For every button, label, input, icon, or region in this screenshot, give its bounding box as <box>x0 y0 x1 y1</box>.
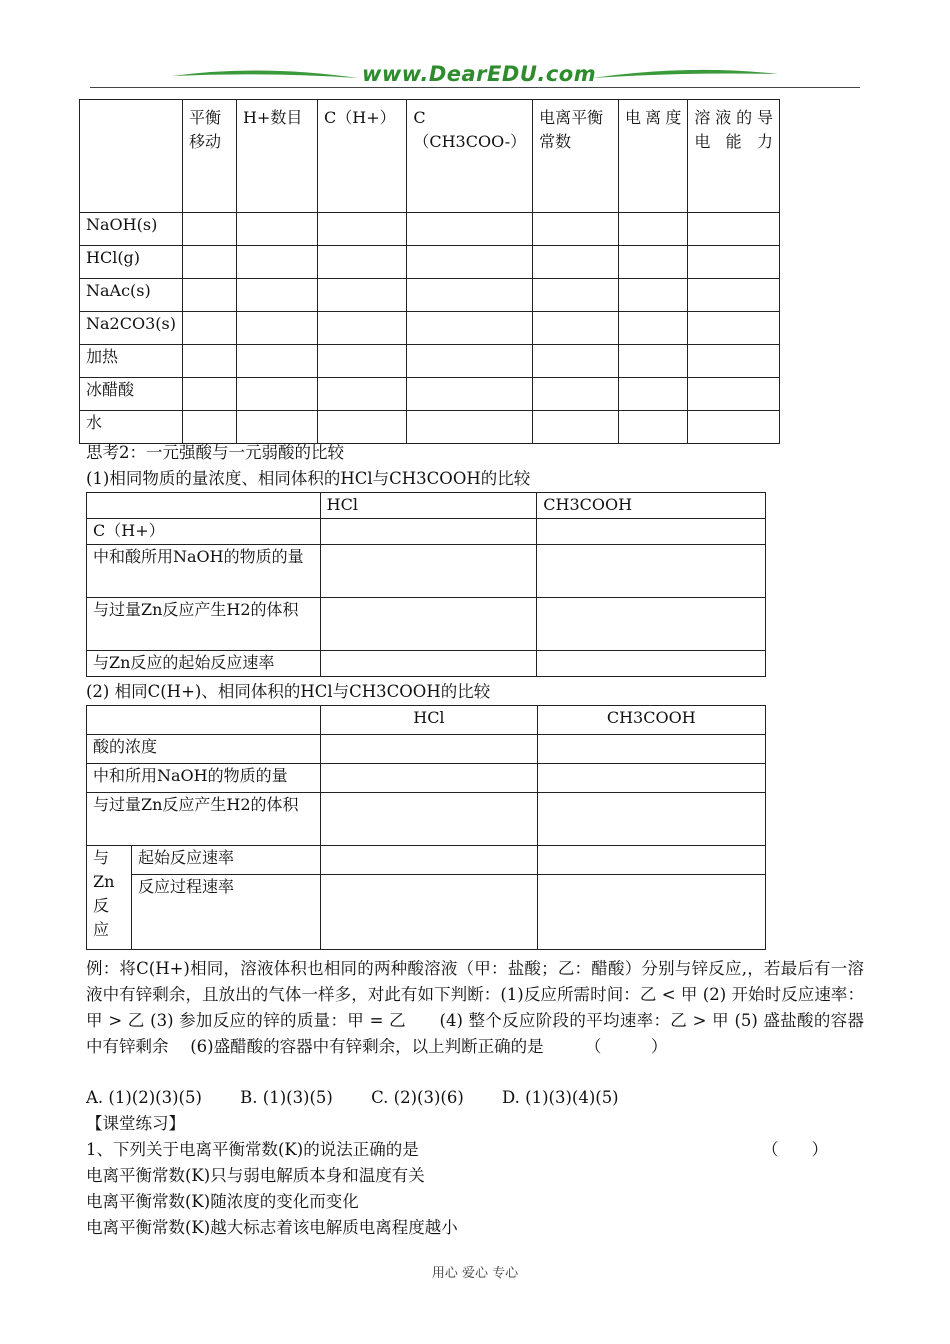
table-header-row <box>87 706 766 735</box>
table1-header-corner <box>80 100 183 213</box>
equilibrium-table <box>79 99 780 444</box>
row-label: 水 <box>80 411 183 444</box>
table1-header-cell: 溶液的导电能力 <box>688 100 780 213</box>
comparison-table-1 <box>86 492 766 677</box>
table-row <box>87 846 766 875</box>
table-row <box>80 312 780 345</box>
table-row <box>87 793 766 846</box>
row-label: 与过量Zn反应产生H2的体积 <box>87 793 321 846</box>
table1-header-cell: 电离平衡常数 <box>533 100 619 213</box>
table-row <box>80 279 780 312</box>
comparison-table-2 <box>86 705 766 950</box>
left-swoosh-icon <box>170 66 360 84</box>
row-label: Na2CO3(s) <box>80 312 183 345</box>
group-label-zn-reaction: 与Zn反应 <box>87 846 132 950</box>
site-logo: www.DearEDU.com <box>362 62 597 86</box>
table1-header-cell: 电离度 <box>618 100 687 213</box>
column-header-ch3cooh: CH3COOH <box>537 706 765 735</box>
page-header <box>90 62 860 90</box>
table-row <box>87 875 766 950</box>
table-row <box>87 651 766 677</box>
column-header-ch3cooh: CH3COOH <box>537 493 766 519</box>
row-label: 与过量Zn反应产生H2的体积 <box>87 598 321 651</box>
table-header-row <box>87 493 766 519</box>
answer-bracket: （ ） <box>762 1140 828 1159</box>
row-label: NaOH(s) <box>80 213 183 246</box>
column-header-hcl: HCl <box>321 706 537 735</box>
table-row <box>87 764 766 793</box>
row-label: 冰醋酸 <box>80 378 183 411</box>
header-rule <box>90 87 860 88</box>
row-label: 加热 <box>80 345 183 378</box>
right-swoosh-icon <box>590 66 780 84</box>
table-row <box>80 246 780 279</box>
table-row <box>80 411 780 444</box>
example-options: A. (1)(2)(3)(5) B. (1)(3)(5) C. (2)(3)(6) D. (1)(3)(4)(5) <box>86 1088 619 1107</box>
table-row <box>87 598 766 651</box>
table1-header-cell: H+数目 <box>236 100 317 213</box>
table-row <box>87 545 766 598</box>
table-row <box>87 735 766 764</box>
row-label: HCl(g) <box>80 246 183 279</box>
row-label: 中和酸所用NaOH的物质的量 <box>87 545 321 598</box>
think2-title: 思考2：一元强酸与一元弱酸的比较 <box>86 443 344 462</box>
row-label: 起始反应速率 <box>131 846 320 875</box>
example-text: 例：将C(H+)相同，溶液体积也相同的两种酸溶液（甲：盐酸；乙：醋酸）分别与锌反应,，若最后有一溶液中有锌剩余，且放出的气体一样多，对此有如下判断：(1)反应所需时间：乙 < 甲 (2) 开始时反应速率：甲 > 乙 (3) 参加反应的锌的质量：甲 = 乙 (4) 整个反应阶段的平均速率：乙 > 甲 (5) 盛盐酸的容器中有锌剩余 (6)盛醋酸的容器中有锌剩余，以上判断正确的是 （ ） <box>86 959 864 1056</box>
row-label: 反应过程速率 <box>131 875 320 950</box>
table-row <box>87 519 766 545</box>
practice-option-line: 电离平衡常数(K)越大标志着该电解质电离程度越小 <box>86 1218 458 1237</box>
row-label: 酸的浓度 <box>87 735 321 764</box>
think2-sub2: (2) 相同C(H+)、相同体积的HCl与CH3COOH的比较 <box>86 682 491 701</box>
practice-option-line: 电离平衡常数(K)随浓度的变化而变化 <box>86 1192 359 1211</box>
column-header-hcl: HCl <box>320 493 537 519</box>
table-row <box>80 378 780 411</box>
practice-question-1: 1、下列关于电离平衡常数(K)的说法正确的是 <box>86 1140 419 1159</box>
think2-sub1: (1)相同物质的量浓度、相同体积的HCl与CH3COOH的比较 <box>86 469 531 488</box>
table1-header-row <box>80 100 780 213</box>
row-label: 中和所用NaOH的物质的量 <box>87 764 321 793</box>
table-row <box>80 345 780 378</box>
table1-header-cell: C（H+） <box>318 100 407 213</box>
page-footer: 用心 爱心 专心 <box>431 1266 519 1281</box>
row-label: NaAc(s) <box>80 279 183 312</box>
row-label: 与Zn反应的起始反应速率 <box>87 651 321 677</box>
practice-title: 【课堂练习】 <box>86 1114 185 1133</box>
table1-header-cell: 平衡移动 <box>182 100 236 213</box>
row-label: C（H+） <box>87 519 321 545</box>
practice-option-line: 电离平衡常数(K)只与弱电解质本身和温度有关 <box>86 1166 425 1185</box>
table1-header-cell: C（CH3COO-） <box>407 100 533 213</box>
table-row <box>80 213 780 246</box>
